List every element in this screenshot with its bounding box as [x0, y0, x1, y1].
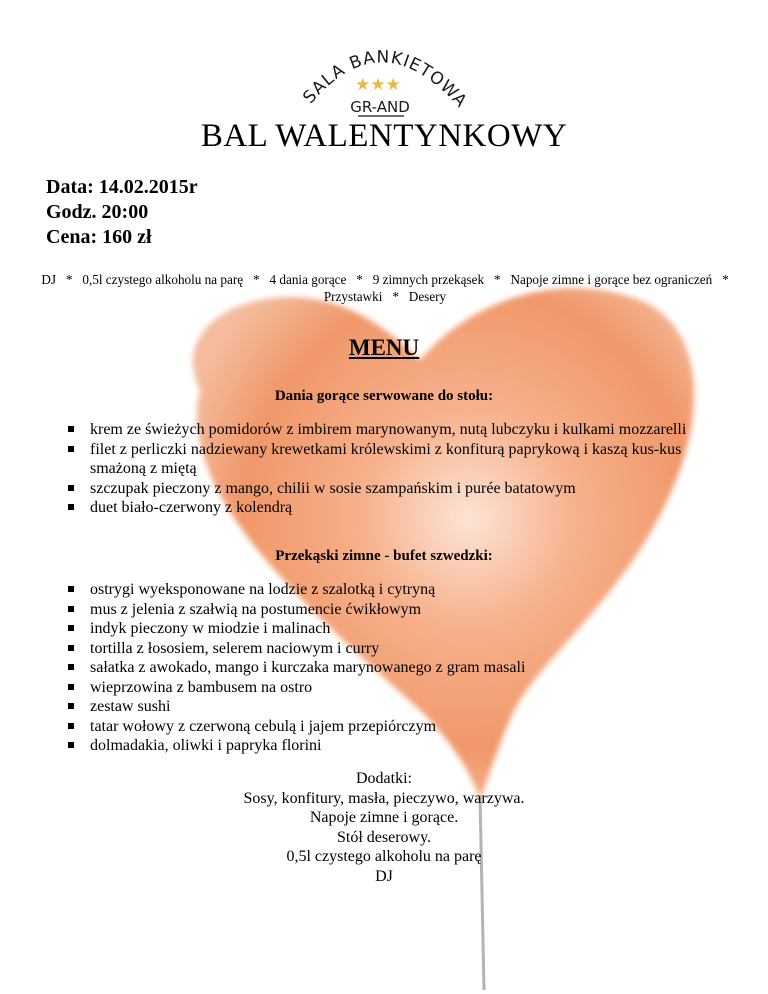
list-item: sałatka z awokado, mango i kurczaka marynowanego z gram masali	[66, 658, 716, 678]
addons-line: Stół deserowy.	[336, 828, 432, 846]
menu-heading: MENU	[348, 335, 420, 360]
hot-dishes-heading: Dania gorące serwowane do stołu:	[274, 388, 494, 404]
list-item: krem ze świeżych pomidorów z imbirem marynowanym, nutą lubczyku i kulkami mozzarelli	[66, 420, 716, 440]
list-item: duet biało-czerwony z kolendrą	[66, 498, 716, 518]
event-price: Cena: 160 zł	[46, 226, 152, 248]
included-extras: DJ * 0,5l czystego alkoholu na parę * 4 dania gorące * 9 zimnych przekąsek * Napoje zimne i gorące bez ograniczeń * Przystawki * Desery	[41, 272, 739, 304]
addons-line: Sosy, konfitury, masła, pieczywo, warzywa.	[243, 789, 525, 807]
list-item: dolmadakia, oliwki i papryka florini	[66, 736, 716, 756]
logo-arc-text: SALA BANKIETOW	[299, 47, 462, 108]
list-item: ostrygi wyeksponowane na lodzie z szalotką i cytryną	[66, 580, 716, 600]
cold-appetizers-list	[66, 580, 716, 756]
addons-line: Napoje zimne i gorące.	[309, 809, 459, 826]
list-item: tatar wołowy z czerwoną cebulą i jajem przepiórczym	[66, 717, 716, 737]
list-item: tortilla z łososiem, selerem naciowym i curry	[66, 639, 716, 659]
list-item: indyk pieczony w miodzie i malinach	[66, 619, 716, 639]
list-item: filet z perliczki nadziewany krewetkami królewskimi z konfiturą paprykową i kaszą kus-kus smażoną z miętą	[66, 440, 716, 479]
addons-section	[0, 769, 768, 886]
addons-line: 0,5l czystego alkoholu na parę	[286, 848, 482, 865]
logo	[288, 46, 468, 122]
cold-appetizers-heading: Przekąski zimne - bufet szwedzki:	[275, 548, 493, 564]
list-item: wieprzowina z bambusem na ostro	[66, 678, 716, 698]
addons-heading: Dodatki:	[356, 770, 412, 787]
event-info	[46, 175, 198, 250]
page-title: BAL WALENTYNKOWY	[200, 118, 568, 154]
hot-dishes-list	[66, 420, 716, 518]
list-item: mus z jelenia z szałwią na postumencie ćwikłowym	[66, 600, 716, 620]
event-time: Godz. 20:00	[46, 201, 149, 223]
event-date: Data: 14.02.2015r	[46, 176, 198, 198]
addons-line: DJ	[375, 867, 393, 885]
logo-stars-icon: ★★★	[355, 75, 401, 95]
list-item: szczupak pieczony z mango, chilii w sosie szampańskim i purée batatowym	[66, 479, 716, 499]
logo-name: GR-AND	[350, 98, 410, 116]
list-item: zestaw sushi	[66, 697, 716, 717]
